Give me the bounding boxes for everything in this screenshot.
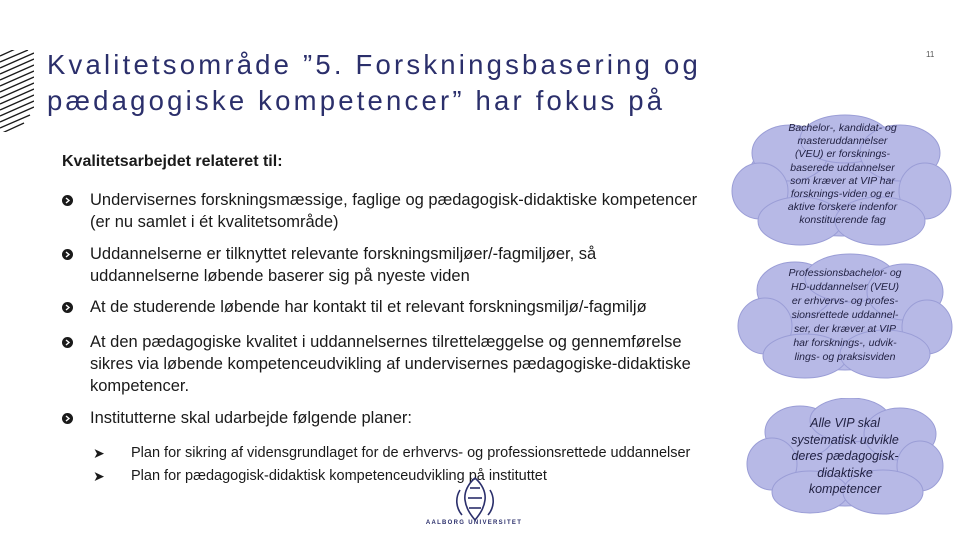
bullet-line: Undervisernes forskningsmæssige, faglige og pædagogisk-didaktiske kompetencer: [90, 191, 698, 209]
cloud-line: er erhvervs- og profes-: [791, 295, 899, 307]
sub-list-item: [93, 443, 753, 463]
cloud-line: lings- og praksisviden: [794, 351, 896, 363]
cloud-callout-profession: [735, 252, 955, 382]
bullet-item: [62, 296, 742, 318]
cloud-line: HD-uddannelser (VEU): [791, 281, 899, 293]
bullet-line: sikres via løbende kompetenceudvikling af undervisernes pædagogiske-didaktiske: [90, 355, 691, 373]
title-line-1: Kvalitetsområde ”5. Forskningsbasering og: [47, 49, 701, 80]
cloud-line: Professionsbachelor- og: [788, 267, 902, 279]
cloud-line: baserede uddannelser: [790, 161, 895, 174]
arrowhead-right-icon: ➤: [93, 468, 105, 484]
bullet-item: [62, 407, 742, 429]
bullet-line: uddannelserne løbende baserer sig på nyeste viden: [90, 267, 470, 285]
bullet-item: [62, 189, 742, 233]
bullet-item: [62, 331, 742, 397]
arrowhead-right-icon: ➤: [93, 445, 105, 461]
bullet-line: Institutterne skal udarbejde følgende planer:: [90, 409, 412, 427]
sub-item-text: Plan for pædagogisk-didaktisk kompetenceudvikling på instituttet: [131, 468, 547, 484]
bullet-icon: [62, 337, 73, 348]
cloud-line: ser, der kræver at VIP: [793, 323, 897, 335]
bullet-line: At de studerende løbende har kontakt til et relevant forskningsmiljø/-fagmiljø: [90, 298, 647, 316]
cloud-line: Alle VIP skal: [810, 416, 880, 430]
cloud-line: som kræver at VIP har: [790, 174, 895, 187]
bullet-line: Uddannelserne er tilknyttet relevante forskningsmiljøer/-fagmiljøer, så: [90, 245, 597, 263]
bullet-icon: [62, 195, 73, 206]
cloud-line: har forsknings-, udvik-: [793, 337, 897, 349]
cloud-line: forsknings-viden og er: [790, 188, 895, 201]
cloud-line: sionsrettede uddannel-: [791, 309, 899, 321]
sub-item-text: Plan for sikring af vidensgrundlaget for de erhvervs- og professionsrettede uddannelser: [131, 445, 691, 461]
footer-university-name: AALBORG UNIVERSITET: [425, 520, 523, 526]
bullet-line: At den pædagogiske kvalitet i uddannelsernes tilrettelæggelse og gennemførelse: [90, 333, 682, 351]
slide-title: [47, 47, 877, 119]
cloud-line: aktive forskere indenfor: [787, 201, 898, 214]
cloud-callout-vip: [745, 398, 945, 516]
bullet-line: (er nu samlet i ét kvalitetsområde): [90, 213, 339, 231]
cloud-line: deres pædagogisk-: [791, 449, 899, 463]
cloud-line: masteruddannelser: [797, 135, 888, 148]
cloud-line: systematisk udvikle: [791, 432, 899, 447]
cloud-line: kompetencer: [808, 482, 882, 496]
bullet-icon: [62, 302, 73, 313]
title-line-2: pædagogiske kompetencer” har fokus på: [47, 85, 666, 116]
bullet-icon: [62, 413, 73, 424]
bullet-line: kompetencer.: [90, 377, 190, 395]
section-heading: Kvalitetsarbejdet relateret til:: [62, 153, 283, 170]
cloud-line: didaktiske: [817, 465, 873, 480]
cloud-callout-research: [730, 113, 955, 248]
cloud-line: (VEU) er forsknings-: [794, 148, 891, 161]
bullet-item: [62, 243, 742, 287]
page-number: 11: [926, 50, 935, 59]
diagonal-stripes-decoration: [0, 50, 34, 132]
cloud-line: Bachelor-, kandidat- og: [788, 122, 897, 134]
cloud-line: konstituerende fag: [799, 214, 886, 227]
bullet-icon: [62, 249, 73, 260]
